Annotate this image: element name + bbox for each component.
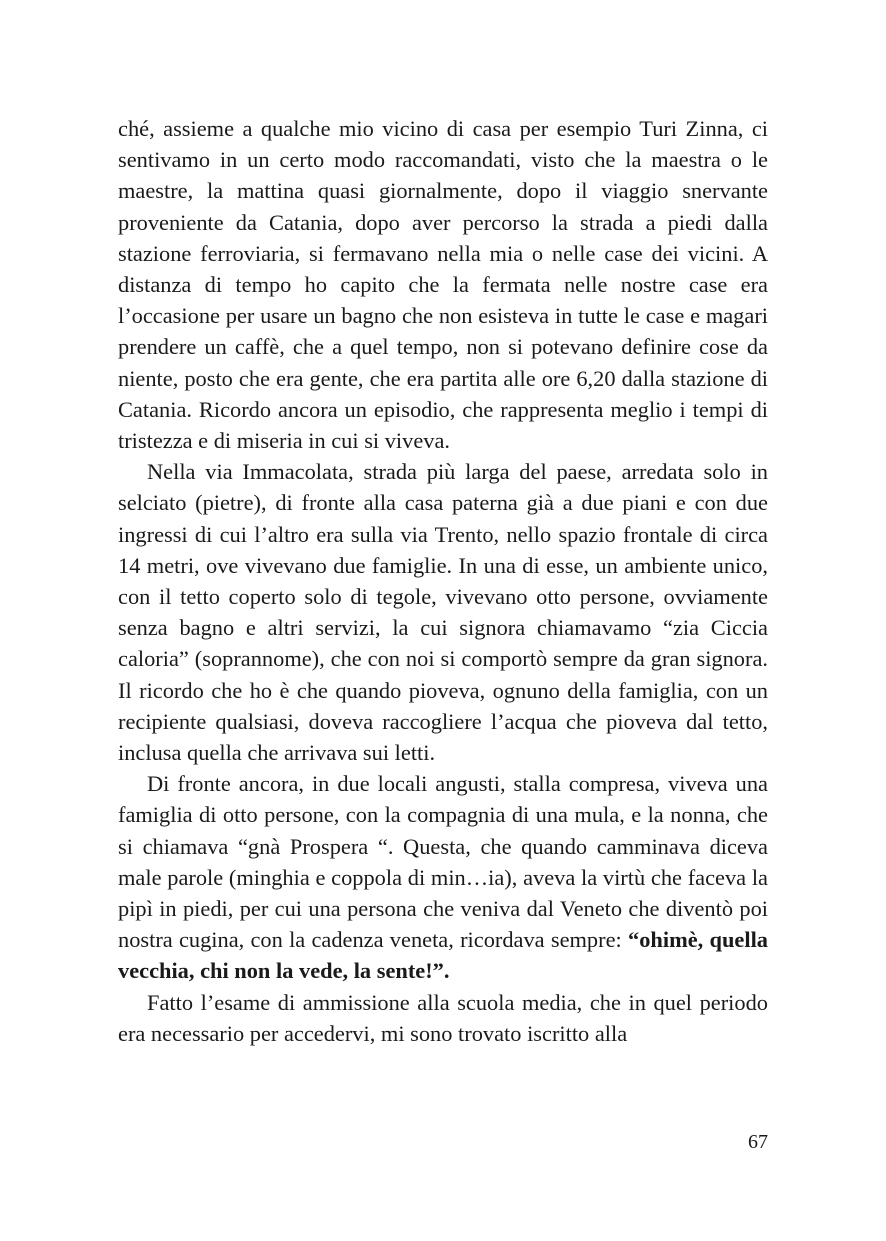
paragraph-1: ché, assieme a qualche mio vicino di casa per esempio Turi Zinna, ci sentivamo in un certo modo raccomandati, visto che la maestra o le maestre, la mattina quasi giornalmente, dopo il viaggio snervante proveniente da Catania, dopo aver percorso la strada a piedi dalla stazione ferroviaria, si fermavano nella mia o nelle case dei vicini. A distanza di tempo ho capito che la fermata nelle nostre case era l’occasione per usare un bagno che non esisteva in tutte le case e magari prendere un caffè, che a quel tempo, non si potevano definire cose da niente, posto che era gente, che era partita alle ore 6,20 dalla stazione di Catania. Ricordo ancora un episodio, che rappresenta meglio i tempi di tristezza e di miseria in cui si viveva.: [118, 116, 768, 454]
page-number: 67: [748, 1131, 768, 1153]
body-text: [118, 113, 768, 1049]
paragraph-3: [118, 768, 768, 986]
bold-quote: “ohimè, quella vecchia, chi non la vede, la sente!”.: [118, 927, 768, 984]
paragraph-3-text: Di fronte ancora, in due locali angusti, stalla compresa, viveva una famiglia di otto persone, con la compagnia di una mula, e la nonna, che si chiamava “gnà Prospera “. Questa, che quando camminava diceva male parole (minghia e coppola di min…ia), aveva la virtù che faceva la pipì in piedi, per cui una persona che veniva dal Veneto che diventò poi nostra cugina, con la cadenza veneta, ricordava sempre:: [118, 771, 768, 953]
paragraph-4: Fatto l’esame di ammissione alla scuola media, che in quel periodo era necessario per accedervi, mi sono trovato iscritto alla: [118, 989, 768, 1046]
paragraph-2: Nella via Immacolata, strada più larga del paese, arredata solo in selciato (pietre), di fronte alla casa paterna già a due piani e con due ingressi di cui l’altro era sulla via Trento, nello spazio frontale di circa 14 metri, ove vivevano due famiglie. In una di esse, un ambiente unico, con il tetto coperto solo di tegole, vivevano otto persone, ovviamente senza bagno e altri servizi, la cui signora chiamavamo “zia Ciccia caloria” (soprannome), che con noi si comportò sempre da gran signora. Il ricordo che ho è che quando pioveva, ognuno della famiglia, con un recipiente qualsiasi, doveva raccogliere l’acqua che pioveva dal tetto, inclusa quella che arrivava sui letti.: [118, 459, 768, 766]
